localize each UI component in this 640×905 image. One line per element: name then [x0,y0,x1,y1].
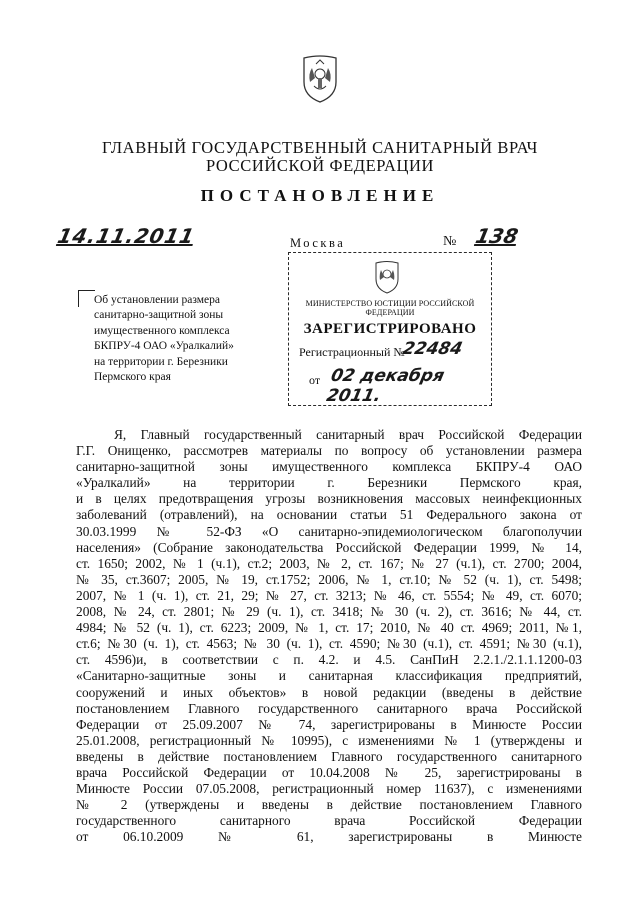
authority-title: ГЛАВНЫЙ ГОСУДАРСТВЕННЫЙ САНИТАРНЫЙ ВРАЧ [101,138,538,157]
body-line: государственного санитарного врача Российской Федерации [76,813,582,829]
subject-line: БКПРУ-4 ОАО «Уралкалий» [94,340,234,353]
body-line: ст.6; №30 (ч. 1), ст. 4563; № 30 (ч. 1), ст. 4590; №30 (ч.1), ст. 4591; №30 (ч.1), [76,636,582,652]
body-line: заболеваний (отравлений), на основании статьи 51 Федерального закона от [76,507,582,523]
stamp-emblem-icon [372,259,402,295]
stamp-status: ЗАРЕГИСТРИРОВАНО [303,321,477,337]
stamp-from-label: от [309,373,321,387]
subject-line: на территории г. Березники [94,355,228,368]
stamp-ministry: МИНИСТЕРСТВО ЮСТИЦИИ РОССИЙСКОЙ ФЕДЕРАЦИИ [305,299,475,317]
authority-subtitle: РОССИЙСКОЙ ФЕДЕРАЦИИ [205,156,435,175]
stamp-reg-number: 22484 [400,339,465,359]
subject-line: Об установлении размера [94,294,220,306]
subject-block [94,293,274,385]
number-label: № [443,234,457,249]
subject-bracket [78,290,95,307]
body-line: постановлением Главного государственного санитарного врача Российской [76,700,582,716]
body-line: санитарно-защитной зоны имущественного комплекса БКПРУ-4 ОАО [76,459,582,475]
city: Москва [290,236,346,250]
body-line: врача Российской Федерации от 10.04.2008 № 25, зарегистрированы в [76,764,582,780]
document-type: ПОСТАНОВЛЕНИЕ [200,186,440,205]
body-line: от 06.10.2009 № 61, зарегистрированы в Минюсте [76,829,582,845]
registration-stamp [288,252,492,406]
body-line: населения» (Собрание законодательства Российской Федерации 1999, № 14, [76,539,582,555]
coat-of-arms-icon [298,52,342,104]
body-line: ст. 4596)и, в соответствии с п. 4.2. и 4.5. СанПиН 2.2.1./2.1.1.1200-03 [76,652,582,668]
document-date: 14.11.2011 [55,224,198,248]
body-line: 2008, № 24, ст. 2801; № 29 (ч. 1), ст. 3418; № 30 (ч. 2), ст. 3616; № 44, ст. [76,604,582,620]
body-line: 4984; № 52 (ч. 1), ст. 6223; 2009, № 1, ст. 17; 2010, № 40 ст. 4969; 2011, №1, [76,620,582,636]
body-line: 30.03.1999 № 52-ФЗ «О санитарно-эпидемиологическом благополучии [76,523,582,539]
body-line: Минюсте России 07.05.2008, регистрационный номер 11637), с изменениями [76,781,582,797]
subject-line: Пермского края [94,371,171,384]
body-line: Федерации от 25.09.2007 № 74, зарегистрированы в Минюсте России [76,716,582,732]
body-line: и в целях предотвращения угрозы возникновения массовых неинфекционных [76,491,582,507]
subject-line: санитарно-защитной зоны [94,309,224,322]
body-line: Г.Г. Онищенко, рассмотрев материалы по вопросу об установлении размера [76,443,582,459]
body-line: «Уралкалий» на территории г. Березники Пермского края, [76,475,582,491]
body-line: 25.01.2008, регистрационный № 10995), с изменениями № 1 (утверждены и [76,732,582,748]
body-line: ст. 1650; 2002, № 1 (ч.1), ст.2; 2003, № 2, ст. 167; № 27 (ч.1), ст. 2700; 2004, [76,555,582,571]
body-line: № 2 (утверждены и введены в действие постановлением Главного [76,797,582,813]
body-line: введены в действие постановлением Главного государственного санитарного [76,748,582,764]
body-line: сооружений и иных объектов» в новой редакции (введены в действие [76,684,582,700]
document-number: 138 [473,224,521,248]
body-text [76,427,582,845]
subject-line: имущественного комплекса [94,324,230,337]
body-line: 2007, № 1 (ч. 1), ст. 21, 29; № 27, ст. 3213; № 46, ст. 5554; № 49, ст. 6070; [76,587,582,603]
body-line: Я, Главный государственный санитарный врач Российской Федерации [114,427,582,442]
body-line: № 35, ст.3607; 2005, № 19, ст.1752; 2006, № 1, ст.10; № 52 (ч. 1), ст. 5498; [76,571,582,587]
stamp-reg-label: Регистрационный № [299,345,405,359]
stamp-date: 02 декабря 2011. [324,366,447,406]
body-line: «Санитарно-защитные зоны и санитарная классификация предприятий, [76,668,582,684]
